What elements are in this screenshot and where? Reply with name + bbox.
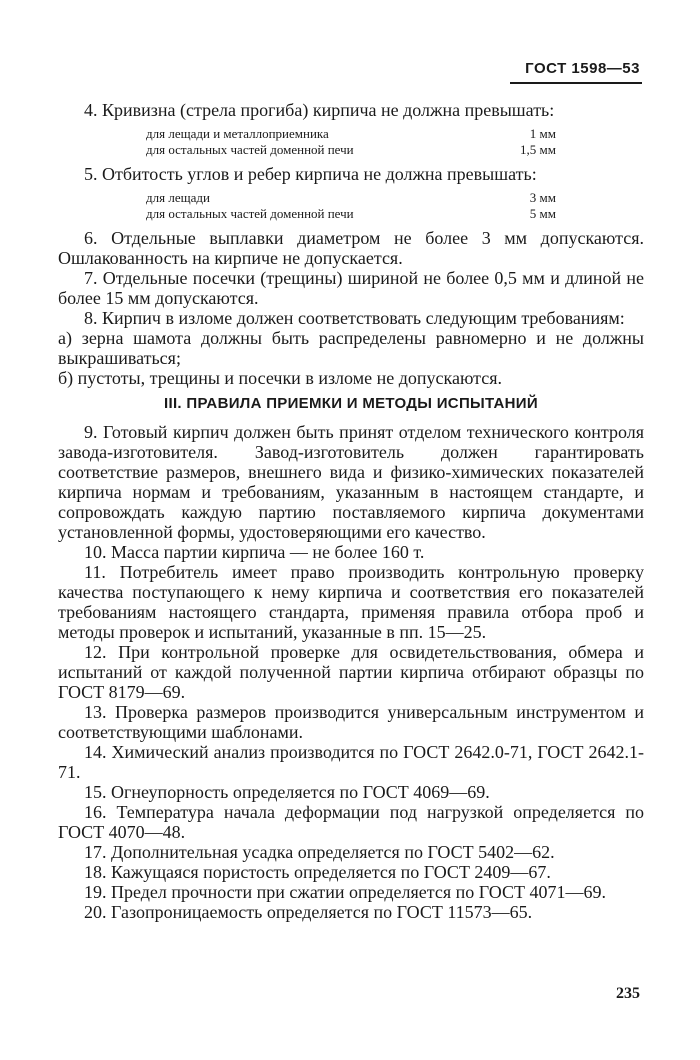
page-content — [58, 100, 644, 922]
paragraph-15: 15. Огнеупорность определяется по ГОСТ 4069—69. — [84, 782, 490, 802]
paragraph-5: 5. Отбитость углов и ребер кирпича не должна превышать: — [84, 164, 537, 184]
tolerance-value: 1 мм — [529, 126, 556, 141]
paragraph-17: 17. Дополнительная усадка определяется по ГОСТ 5402—62. — [84, 842, 555, 862]
paragraph-7: 7. Отдельные посечки (трещины) шириной не более 0,5 мм и длиной не более 15 мм допускаются. — [58, 268, 644, 308]
paragraph-12: 12. При контрольной проверке для освидетельствования, обмера и испытаний от каждой полученной партии кирпича отбирают образцы по ГОСТ 8179—69. — [58, 642, 644, 702]
paragraph-18: 18. Кажущаяся пористость определяется по ГОСТ 2409—67. — [84, 862, 551, 882]
paragraph-6: 6. Отдельные выплавки диаметром не более 3 мм допускаются. Ошлакованность на кирпиче не допускается. — [58, 228, 644, 268]
paragraph-11: 11. Потребитель имеет право производить контрольную проверку качества поступающего к нему кирпича и соответствия его показателей требованиям настоящего стандарта, применяя правила отбора проб и методы проверок и испытаний, указанные в пп. 15—25. — [58, 562, 644, 642]
page-number: 235 — [616, 985, 640, 1002]
tolerance-label: для лещади — [146, 190, 210, 205]
tolerance-row — [146, 126, 556, 142]
paragraph-16: 16. Температура начала деформации под нагрузкой определяется по ГОСТ 4070—48. — [58, 802, 644, 842]
paragraph-8: 8. Кирпич в изломе должен соответствовать следующим требованиям: — [84, 308, 625, 328]
paragraph-13: 13. Проверка размеров производится универсальным инструментом и соответствующими шаблонами. — [58, 702, 644, 742]
list-item-b: б) пустоты, трещины и посечки в изломе не допускаются. — [58, 368, 503, 388]
tolerance-label: для остальных частей доменной печи — [146, 142, 354, 157]
paragraph-10: 10. Масса партии кирпича — не более 160 т. — [84, 542, 425, 562]
paragraph-9: 9. Готовый кирпич должен быть принят отделом технического контроля завода-изготовителя. Завод-изготовитель должен гарантировать соответствие размеров, внешнего вида и физико-химических показателей кирпича нормам и требованиям, указанным в настоящем стандарте, и сопровождать каждую партию поставляемого кирпича документами установленной формы, удостоверяющими его качество. — [58, 422, 644, 542]
paragraph-4: 4. Кривизна (стрела прогиба) кирпича не должна превышать: — [84, 100, 555, 120]
paragraph-20: 20. Газопроницаемость определяется по ГОСТ 11573—65. — [84, 902, 533, 922]
header-rule — [510, 82, 642, 84]
standard-header: ГОСТ 1598—53 — [525, 60, 640, 77]
tolerance-label: для остальных частей доменной печи — [146, 206, 354, 221]
tolerance-value: 3 мм — [529, 190, 556, 205]
tolerance-value: 5 мм — [529, 206, 556, 221]
paragraph-19: 19. Предел прочности при сжатии определяется по ГОСТ 4071—69. — [84, 882, 606, 902]
tolerance-row — [146, 206, 556, 222]
tolerance-label: для лещади и металлоприемника — [146, 126, 329, 141]
tolerance-row — [146, 190, 556, 206]
paragraph-14: 14. Химический анализ производится по ГОСТ 2642.0-71, ГОСТ 2642.1-71. — [58, 742, 644, 782]
tolerance-value: 1,5 мм — [520, 142, 556, 157]
tolerance-row — [146, 142, 556, 158]
list-item-a: а) зерна шамота должны быть распределены равномерно и не должны выкрашиваться; — [58, 328, 644, 368]
section-heading: III. ПРАВИЛА ПРИЕМКИ И МЕТОДЫ ИСПЫТАНИЙ — [164, 395, 538, 412]
